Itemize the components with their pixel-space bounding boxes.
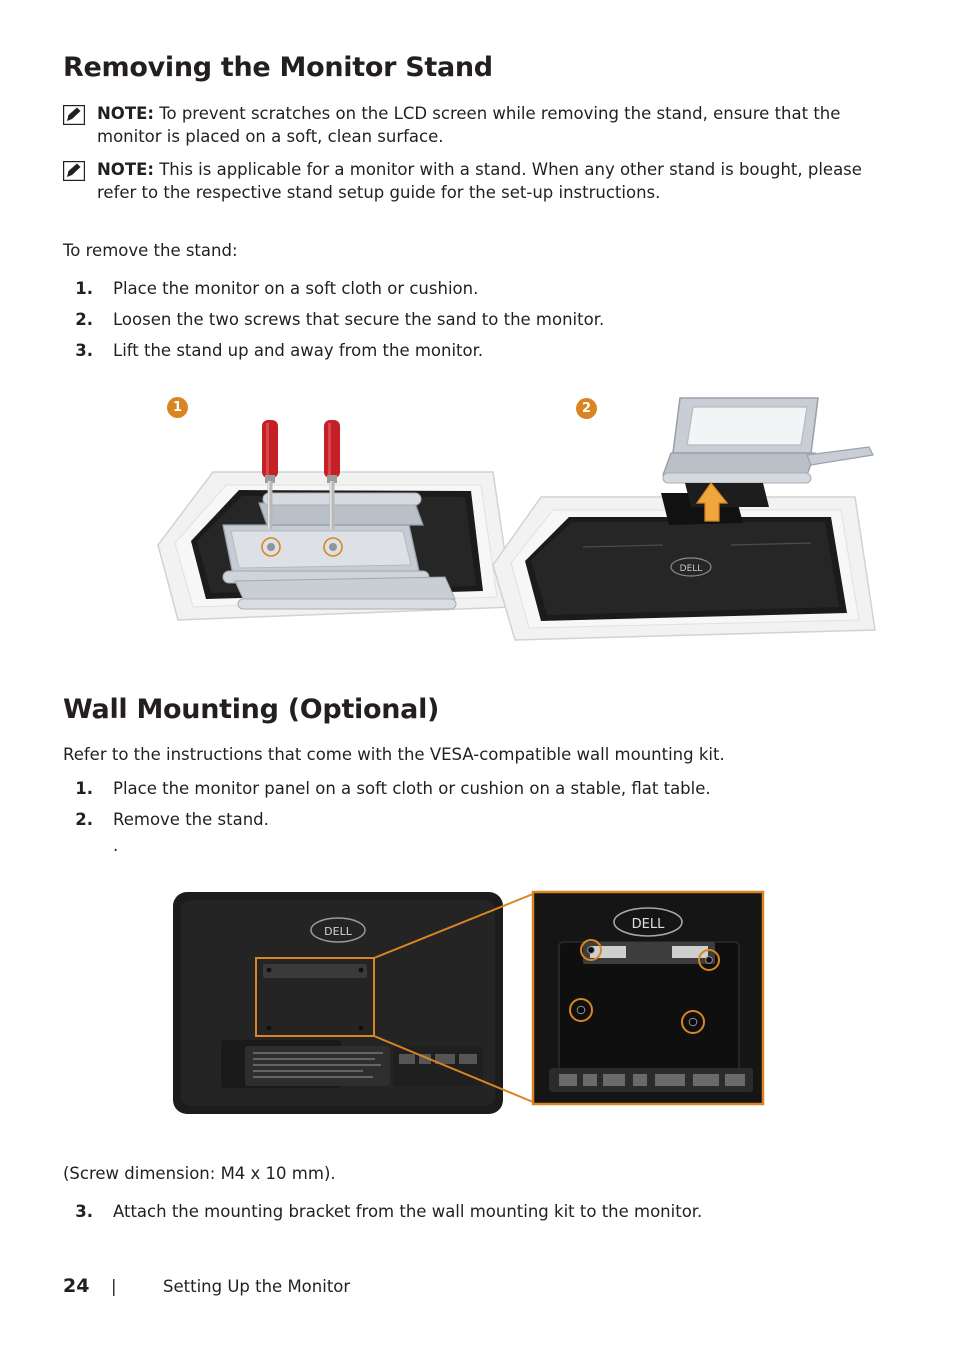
note-pencil-icon <box>63 105 85 125</box>
step-number: 2. <box>75 310 93 329</box>
page-footer <box>63 1275 350 1297</box>
note-text-2 <box>97 158 893 204</box>
list-item <box>63 273 863 304</box>
page-title-removing-stand: Removing the Monitor Stand <box>63 52 493 83</box>
list-item <box>63 1196 863 1227</box>
steps-wall-mounting <box>63 773 863 835</box>
step-text: Place the monitor on a soft cloth or cushion. <box>113 279 479 298</box>
trailing-dot: . <box>113 836 119 855</box>
callout-badge-1: 1 <box>167 397 188 418</box>
figure-wall-mount <box>63 880 893 1130</box>
list-item <box>63 335 863 366</box>
svg-text:DELL: DELL <box>324 925 352 938</box>
step-number: 3. <box>75 1202 93 1221</box>
figure-stand-removal-graphic <box>63 375 893 665</box>
step-text: Lift the stand up and away from the monitor. <box>113 341 484 360</box>
note-body-1: To prevent scratches on the LCD screen while removing the stand, ensure that the monitor is placed on a soft, clean surface. <box>97 104 841 146</box>
note-body-2: This is applicable for a monitor with a stand. When any other stand is bought, please refer to the respective stand setup guide for the set-up instructions. <box>97 160 862 202</box>
callout-badge-2: 2 <box>576 398 597 419</box>
intro-remove-stand: To remove the stand: <box>63 241 238 260</box>
note-text-1 <box>97 102 893 148</box>
steps-remove-stand <box>63 273 863 366</box>
note-label-2: NOTE: <box>97 160 154 179</box>
intro-wall-mounting: Refer to the instructions that come with the VESA-compatible wall mounting kit. <box>63 745 725 764</box>
step-text: Remove the stand. <box>113 810 269 829</box>
footer-separator: | <box>111 1277 117 1296</box>
step-number: 2. <box>75 810 93 829</box>
note-block-2 <box>63 158 893 204</box>
note-block-1 <box>63 102 893 148</box>
step-text: Place the monitor panel on a soft cloth or cushion on a stable, flat table. <box>113 779 711 798</box>
page-number: 24 <box>63 1275 90 1297</box>
figure-stand-removal <box>63 375 893 665</box>
step-number: 1. <box>75 279 93 298</box>
note-pencil-icon <box>63 161 85 181</box>
steps-wall-mounting-continued <box>63 1196 863 1227</box>
footer-label: Setting Up the Monitor <box>163 1277 351 1296</box>
step-text: Attach the mounting bracket from the wall mounting kit to the monitor. <box>113 1202 703 1221</box>
list-item <box>63 804 863 835</box>
step-number: 3. <box>75 341 93 360</box>
step-number: 1. <box>75 779 93 798</box>
note-label-1: NOTE: <box>97 104 154 123</box>
figure-wall-mount-graphic <box>63 880 893 1130</box>
page-title-wall-mounting: Wall Mounting (Optional) <box>63 694 440 725</box>
svg-text:DELL: DELL <box>631 917 665 932</box>
step-text: Loosen the two screws that secure the sand to the monitor. <box>113 310 605 329</box>
list-item <box>63 304 863 335</box>
svg-text:DELL: DELL <box>679 564 703 574</box>
list-item <box>63 773 863 804</box>
screw-dimension-note: (Screw dimension: M4 x 10 mm). <box>63 1164 336 1183</box>
